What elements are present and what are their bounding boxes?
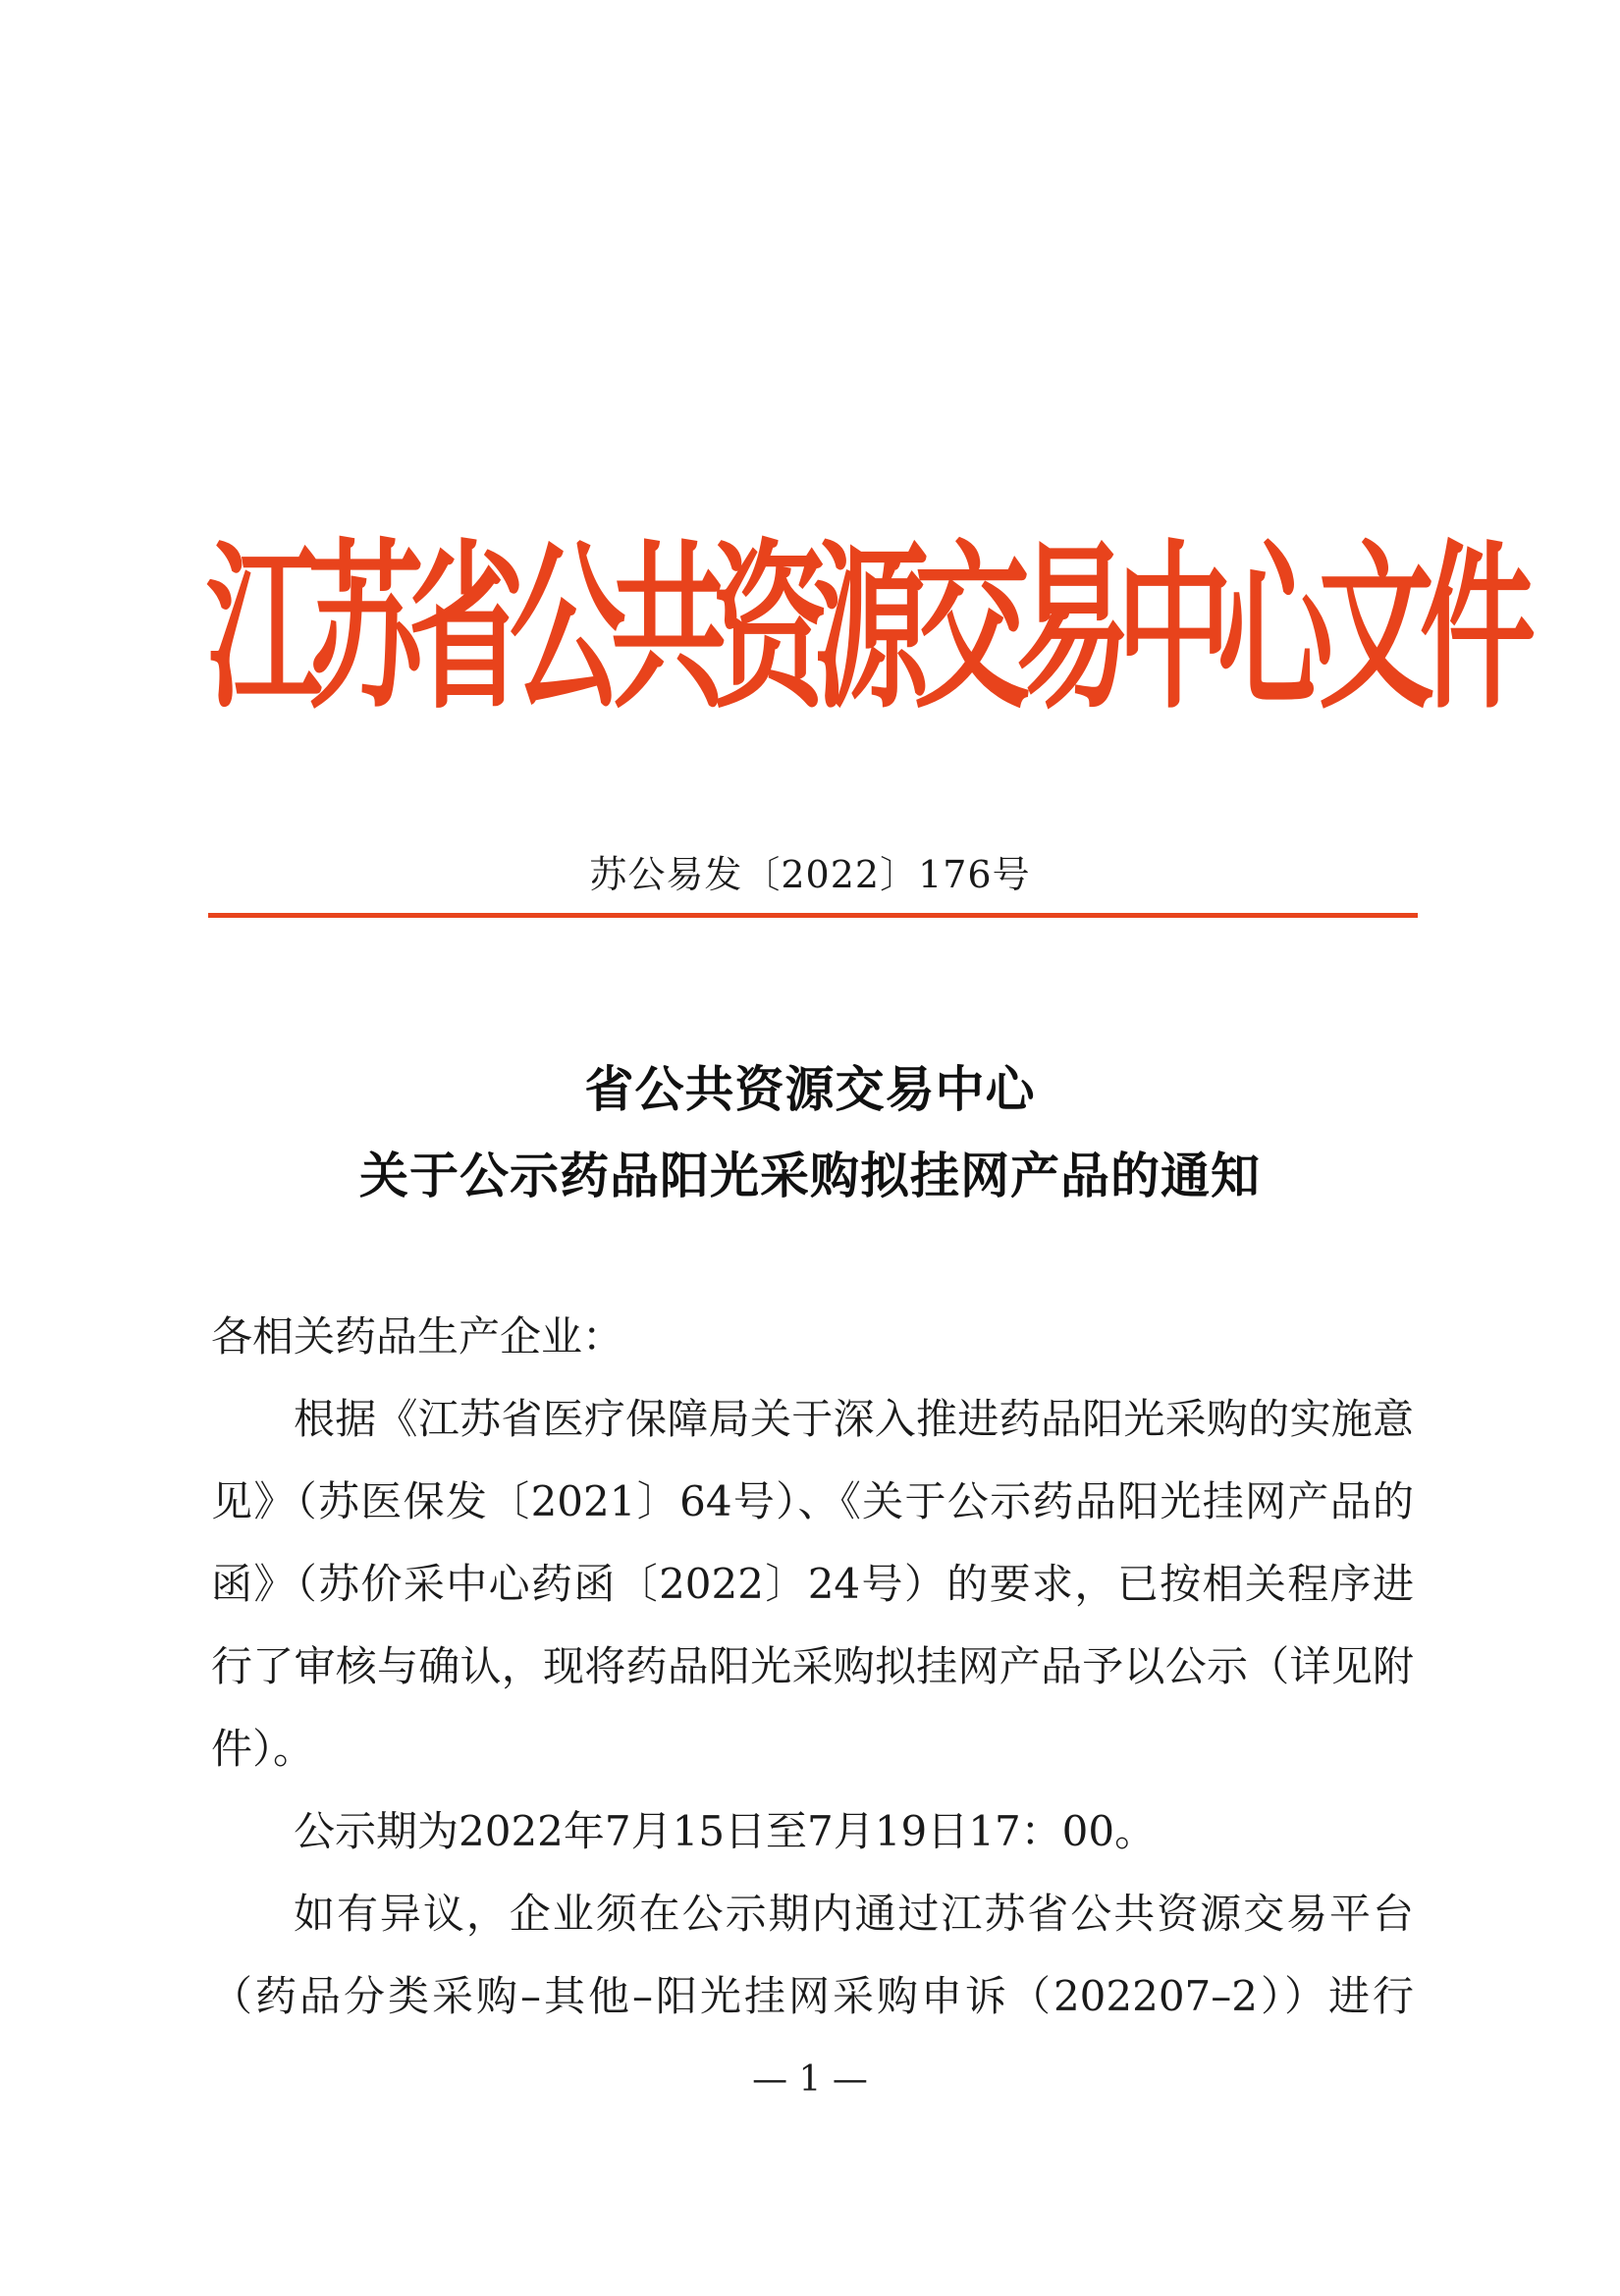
issuer-header-char: 江 <box>206 523 323 733</box>
issuer-header-char: 公 <box>510 523 626 733</box>
salutation: 各相关药品生产企业： <box>211 1312 624 1361</box>
notice-title-line-1: 省公共资源交易中心 <box>584 1060 1036 1118</box>
issuer-header-char: 省 <box>408 523 525 733</box>
body-paragraph-2: 公示期为2022年7月15日至7月19日17：00。 <box>294 1807 1157 1855</box>
red-separator-line <box>208 913 1418 918</box>
issuer-header-char: 文 <box>1319 523 1435 733</box>
issuer-header-char: 心 <box>1217 523 1334 733</box>
notice-title-line-2: 关于公示药品阳光采购拟挂网产品的通知 <box>359 1147 1261 1204</box>
issuer-header-char: 易 <box>1015 523 1132 733</box>
issuer-header-char: 资 <box>712 523 829 733</box>
issuer-header-char: 交 <box>914 523 1031 733</box>
issuer-header <box>206 446 1537 811</box>
issuer-header-char: 苏 <box>307 523 424 733</box>
document-number: 苏公易发〔2022〕176号 <box>589 853 1031 896</box>
body-paragraph-1: 根据《江苏省医疗保障局关于深入推进药品阳光采购的实施意见》（苏医保发〔2021〕64号）、《关于公示药品阳光挂网产品的函》（苏价采中心药函〔2022〕24号）的要求，已按相关程序进行了审核与确认，现将药品阳光采购拟挂网产品予以公示（详见附件）。 <box>211 1395 1414 1773</box>
issuer-header-char: 中 <box>1116 523 1233 733</box>
issuer-header-char: 共 <box>611 523 728 733</box>
issuer-header-char: 件 <box>1420 523 1537 733</box>
body-paragraph-3: 如有异议，企业须在公示期内通过江苏省公共资源交易平台（药品分类采购–其他–阳光挂网采购申诉（202207–2））进行 <box>211 1890 1414 2020</box>
page-number: — 1 — <box>752 2059 868 2100</box>
issuer-header-char: 源 <box>813 523 930 733</box>
